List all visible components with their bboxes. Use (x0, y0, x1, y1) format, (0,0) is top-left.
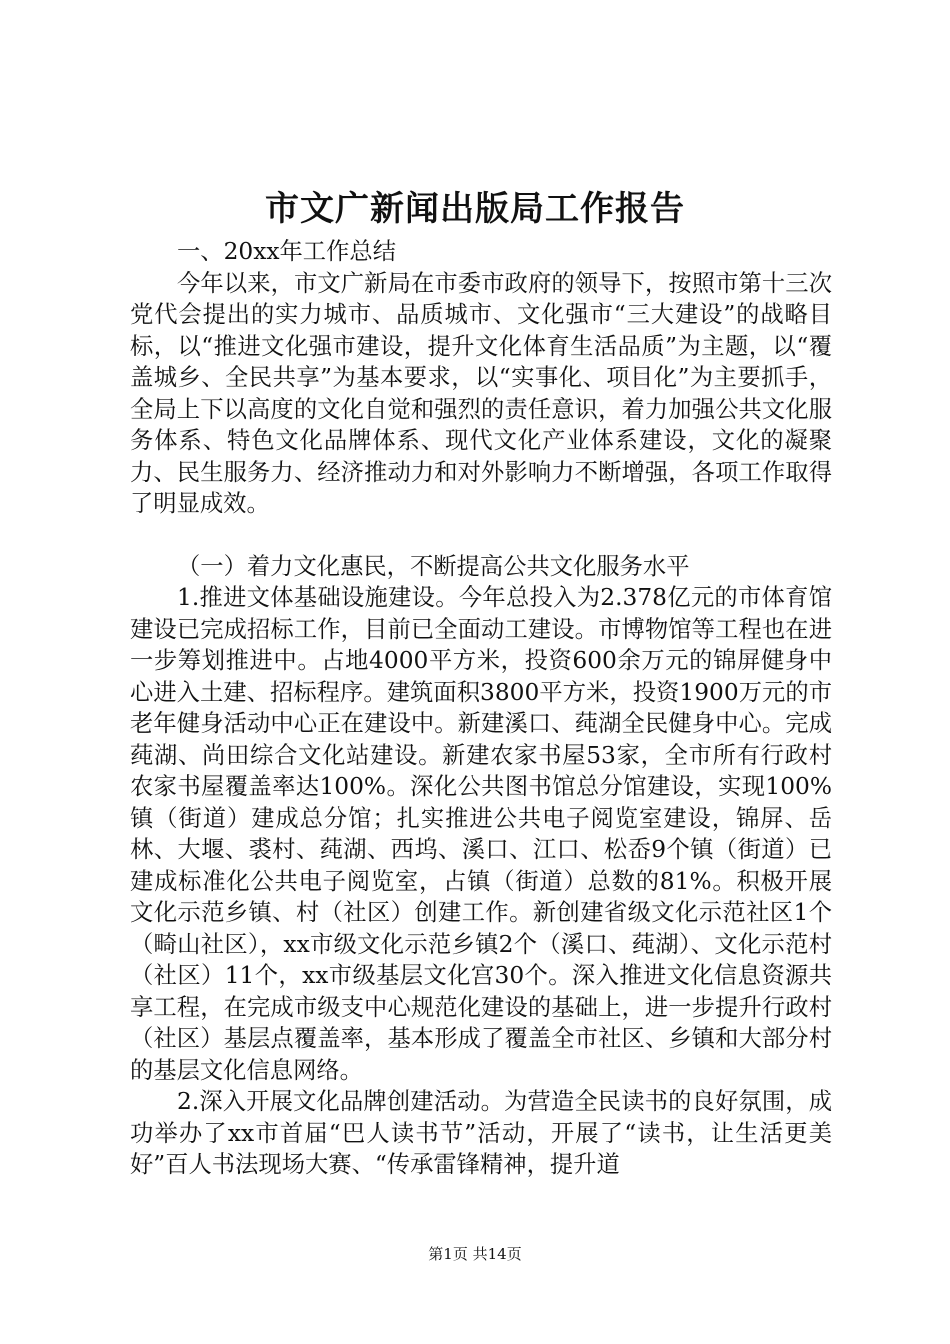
page-number: 第1页 共14页 (428, 1245, 522, 1263)
summary-paragraph: 今年以来，市文广新局在市委市政府的领导下，按照市第十三次党代会提出的实力城市、品质城市、文化强市“三大建设”的战略目标，以“推进文化强市建设，提升文化体育生活品质”为主题，以“覆盖城乡、全民共享”为基本要求，以“实事化、项目化”为主要抓手，全局上下以高度的文化自觉和强烈的责任意识，着力加强公共文化服务体系、特色文化品牌体系、现代文化产业体系建设，文化的凝聚力、民生服务力、经济推动力和对外影响力不断增强，各项工作取得了明显成效。 (130, 269, 832, 517)
subsection-heading: （一）着力文化惠民，不断提高公共文化服务水平 (177, 552, 690, 580)
body-paragraph: 2.深入开展文化品牌创建活动。为营造全民读书的良好氛围，成功举办了xx市首届“巴人读书节”活动，开展了“读书，让生活更美好”百人书法现场大赛、“传承雷锋精神，提升道 (130, 1088, 832, 1178)
body-paragraph: 1.推进文体基础设施建设。今年总投入为2.378亿元的市体育馆建设已完成招标工作，目前已全面动工建设。市博物馆等工程也在进一步筹划推进中。占地4000平方米，投资600余万元的锦屏健身中心进入土建、招标程序。建筑面积3800平方米，投资1900万元的市老年健身活动中心正在建设中。新建溪口、莼湖全民健身中心。完成莼湖、尚田综合文化站建设。新建农家书屋53家，全市所有行政村农家书屋覆盖率达100%。深化公共图书馆总分馆建设，实现100%镇（街道）建成总分馆；扎实推进公共电子阅览室建设，锦屏、岳林、大堰、裘村、莼湖、西坞、溪口、江口、松岙9个镇（街道）已建成标准化公共电子阅览室，占镇（街道）总数的81%。积极开展文化示范乡镇、村（社区）创建工作。新创建省级文化示范社区1个（畸山社区），xx市级文化示范乡镇2个（溪口、莼湖）、文化示范村（社区）11个，xx市级基层文化宫30个。深入推进文化信息资源共享工程，在完成市级支中心规范化建设的基础上，进一步提升行政村（社区）基层点覆盖率，基本形成了覆盖全市社区、乡镇和大部分村的基层文化信息网络。 (130, 584, 832, 1084)
document-title: 市文广新闻出版局工作报告 (265, 189, 685, 229)
section-heading: 一、20xx年工作总结 (177, 238, 396, 265)
document-body (130, 236, 832, 1181)
